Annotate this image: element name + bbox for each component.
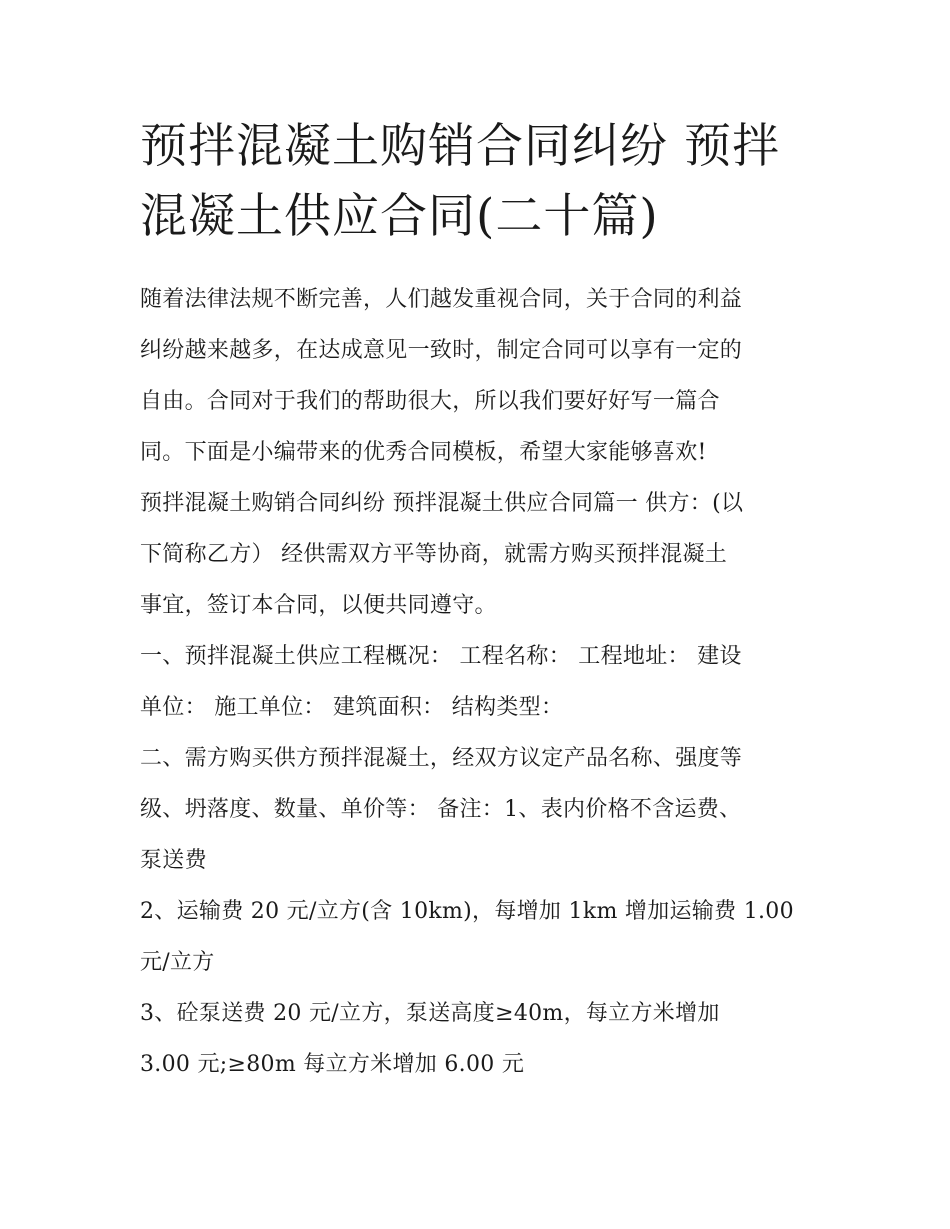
text-line: 元/立方 [140,950,215,975]
text-line: 级、坍落度、数量、单价等： 备注：1、表内价格不含运费、 [140,797,742,822]
text-line: 3.00 元;≥80m 每立方米增加 6.00 元 [140,1052,525,1077]
text-line: 纠纷越来越多，在达成意见一致时，制定合同可以享有一定的 [140,338,743,363]
text-line: 下简称乙方） 经供需双方平等协商，就需方购买预拌混凝土 [140,542,728,567]
intro-paragraph [140,274,820,478]
text-line: 2、运输费 20 元/立方(含 10km)，每增加 1km 增加运输费 1.00 [140,899,794,924]
product-terms-paragraph [140,733,820,886]
text-line: 随着法律法规不断完善，人们越发重视合同，关于合同的利益 [140,287,743,312]
text-line: 泵送费 [140,848,207,873]
document-page [140,112,820,1090]
title-line: 混凝土供应合同(二十篇) [140,189,659,244]
text-line: 事宜，签订本合同，以便共同遵守。 [140,593,497,618]
text-line: 同。下面是小编带来的优秀合同模板，希望大家能够喜欢! [140,440,707,465]
document-title [140,112,820,252]
project-overview-paragraph [140,631,820,733]
contract-intro-paragraph [140,478,820,631]
transport-fee-paragraph [140,886,820,988]
pumping-fee-paragraph [140,988,820,1090]
text-line: 自由。合同对于我们的帮助很大，所以我们要好好写一篇合 [140,389,720,414]
text-line: 3、砼泵送费 20 元/立方，泵送高度≥40m，每立方米增加 [140,1001,720,1026]
text-line: 二、需方购买供方预拌混凝土，经双方议定产品名称、强度等 [140,746,743,771]
text-line: 预拌混凝土购销合同纠纷 预拌混凝土供应合同篇一 供方：(以 [140,491,744,516]
title-line: 预拌混凝土购销合同纠纷 预拌 [140,119,780,174]
text-line: 一、预拌混凝土供应工程概况： 工程名称： 工程地址： 建设 [140,644,742,669]
text-line: 单位： 施工单位： 建筑面积： 结构类型： [140,695,564,720]
